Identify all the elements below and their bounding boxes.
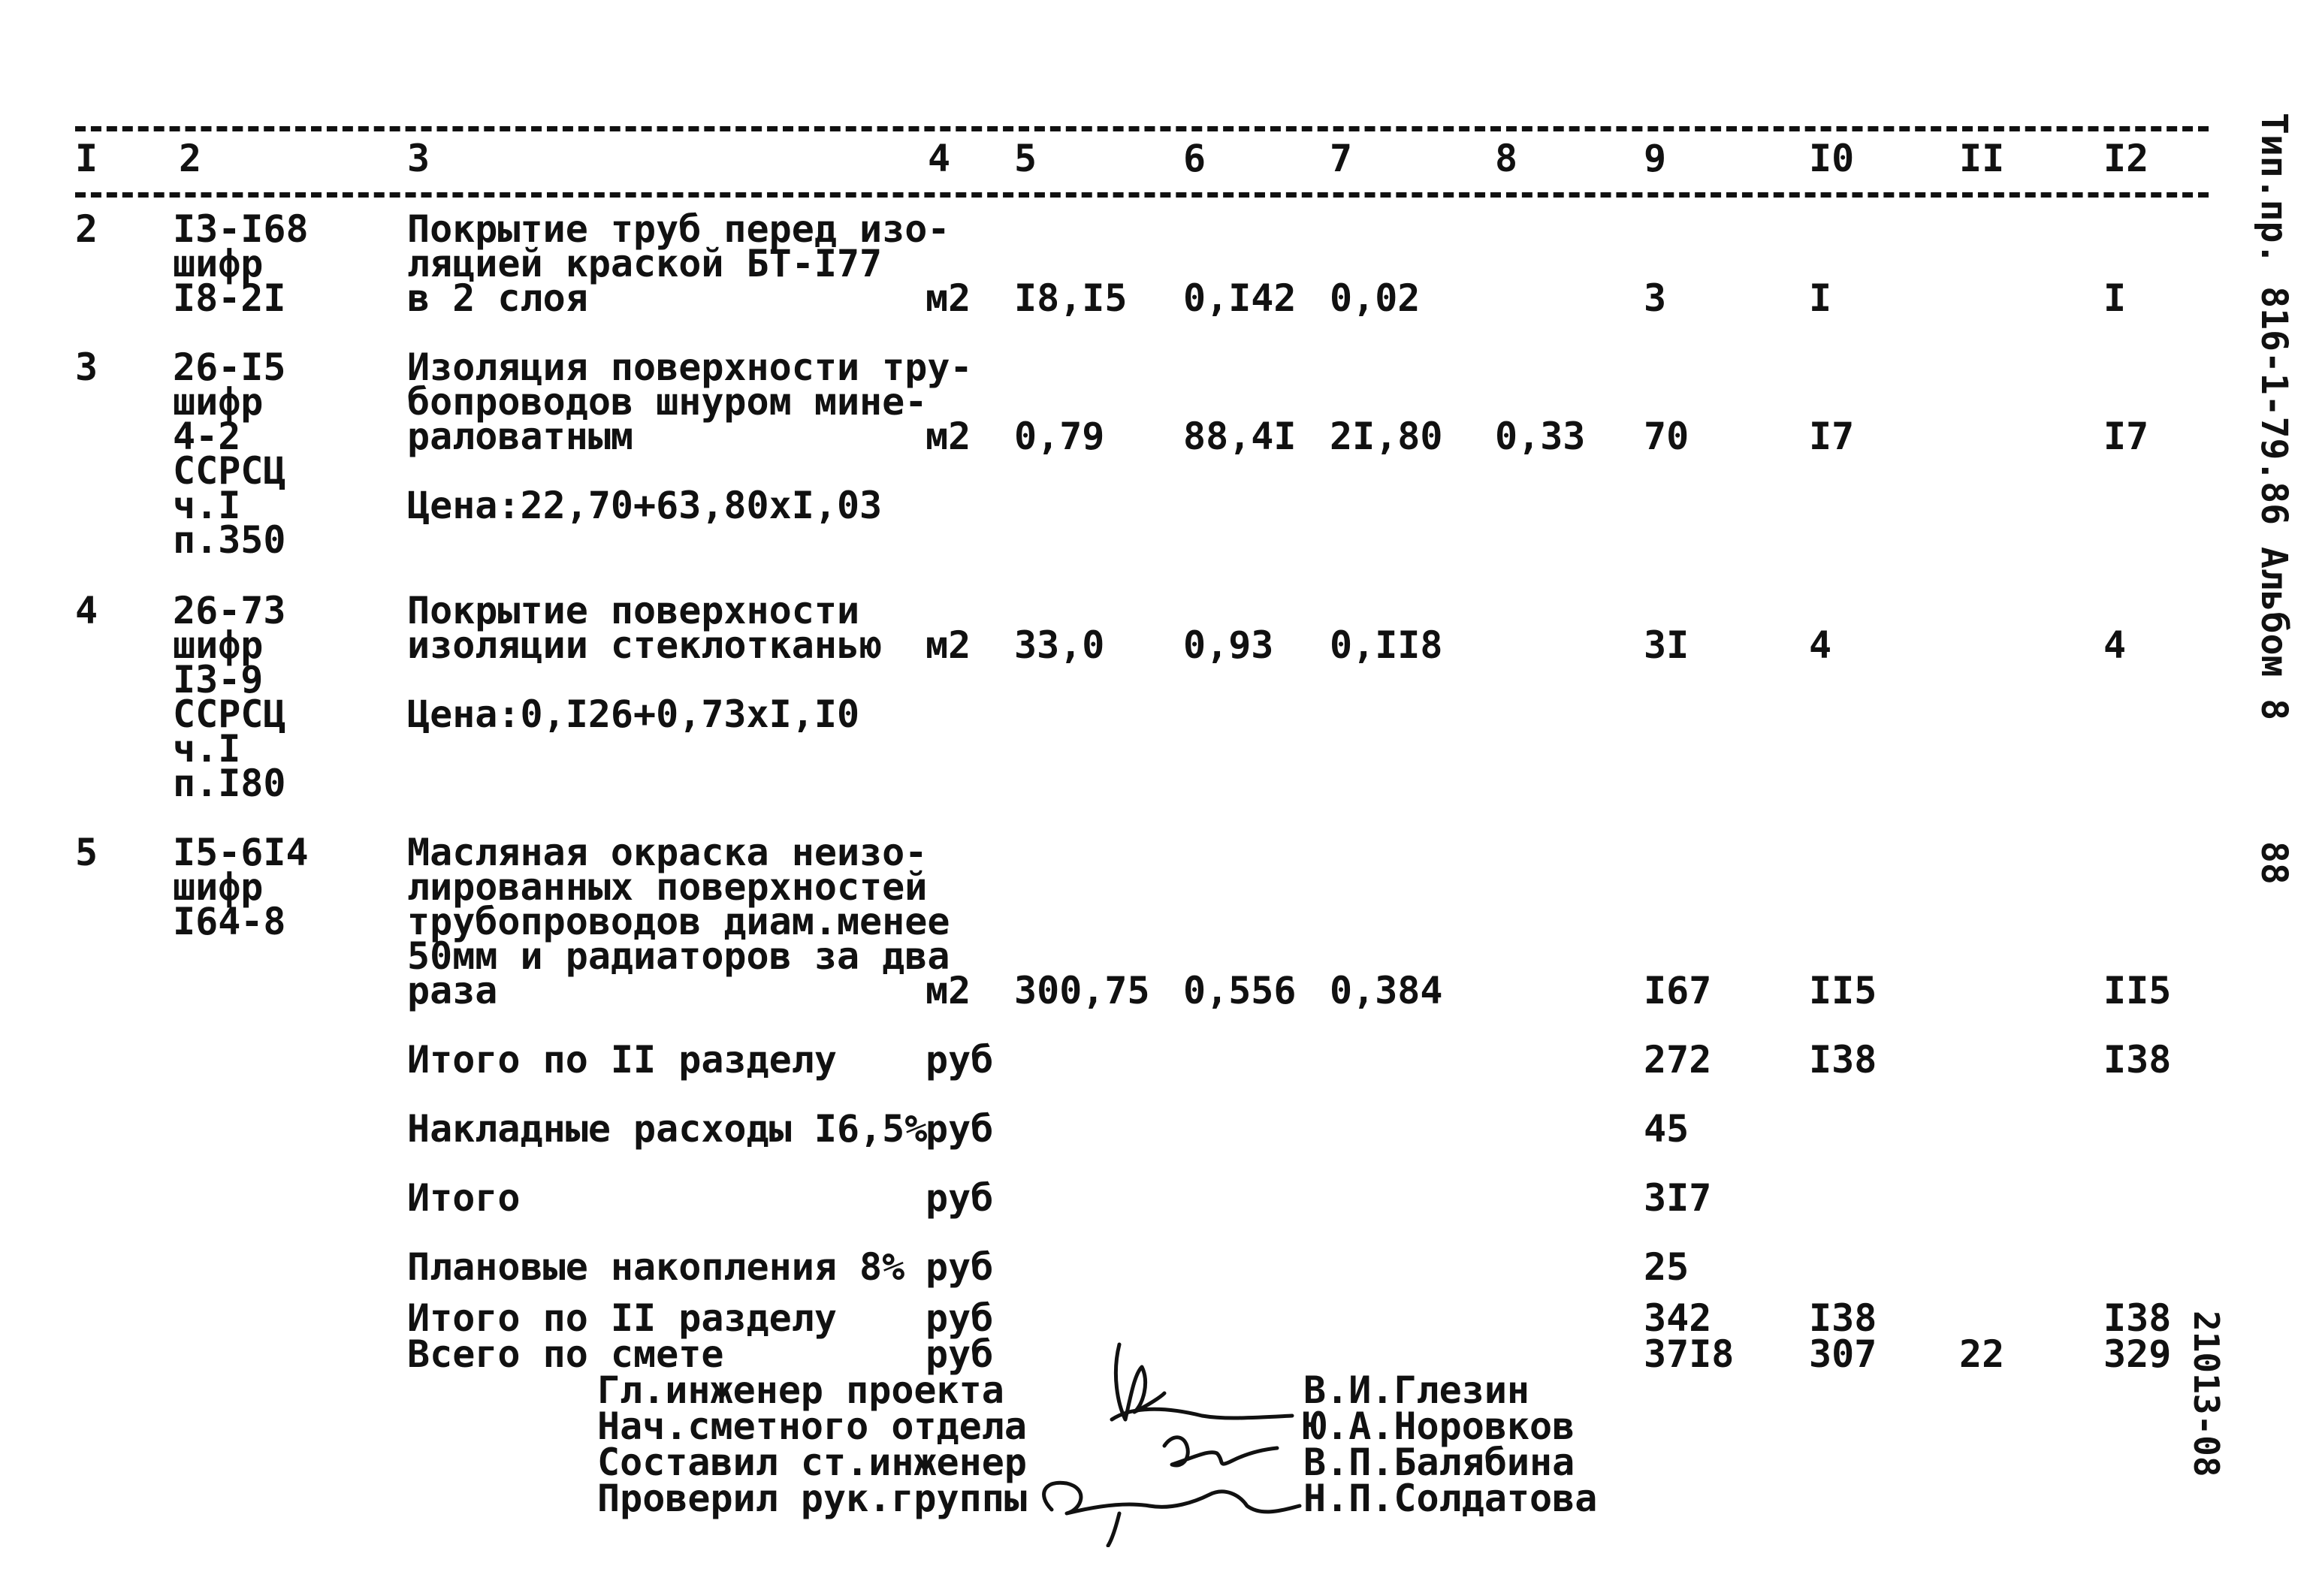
totals-label: Всего по смете [407, 1332, 724, 1376]
archive-number: 21013-08 [2186, 1311, 2227, 1477]
total-cost: 272 [1644, 1038, 1712, 1082]
unit-wage: 0,II8 [1330, 623, 1443, 667]
unit: руб [926, 1332, 994, 1376]
rate-code: 26-73 [173, 589, 286, 632]
total-cost: 25 [1644, 1245, 1689, 1289]
work-description: раловатным [407, 415, 634, 458]
work-description: в 2 слоя [407, 276, 588, 320]
signature-stroke [1112, 1409, 1292, 1420]
total-wage: II5 [1809, 969, 1877, 1012]
unit-wage: 0,02 [1330, 276, 1421, 320]
rate-code: ССРСЦ [173, 449, 286, 493]
work-description: бопроводов шнуром мине- [407, 380, 928, 424]
work-description: раза [407, 969, 498, 1012]
rate-code: I8-2I [173, 276, 286, 320]
total-cost: 3I7 [1644, 1176, 1712, 1220]
column-header: I [75, 137, 98, 180]
work-description: ляцией краской БТ-I77 [407, 242, 883, 285]
unit-price: 0,I42 [1183, 276, 1297, 320]
unit-price: 88,4I [1183, 415, 1297, 458]
rate-code: шифр [173, 623, 264, 667]
signature-stroke [1164, 1438, 1277, 1465]
total-machine: 22 [1959, 1332, 2005, 1376]
rate-code: 4-2 [173, 415, 241, 458]
total-col12: I [2103, 276, 2127, 320]
total-cost: 37I8 [1644, 1332, 1735, 1376]
total-cost: 70 [1644, 415, 1689, 458]
signatory-name: В.П.Балябина [1303, 1441, 1575, 1484]
column-header: 2 [179, 137, 202, 180]
total-cost: 342 [1644, 1296, 1712, 1340]
totals-label: Плановые накопления 8% [407, 1245, 905, 1289]
unit: руб [926, 1245, 994, 1289]
total-wage: I7 [1809, 415, 1855, 458]
rate-code: I3-9 [173, 658, 264, 701]
row-number: 3 [75, 345, 98, 389]
rate-code: ч.I [173, 484, 241, 527]
work-description: трубопроводов диам.менее [407, 900, 950, 943]
column-header: 4 [928, 137, 951, 180]
total-wage: 307 [1809, 1332, 1877, 1376]
unit: м2 [926, 623, 971, 667]
quantity: I8,I5 [1014, 276, 1128, 320]
rate-code: шифр [173, 380, 264, 424]
unit: м2 [926, 969, 971, 1012]
column-header: 8 [1495, 137, 1518, 180]
signature-stroke [1044, 1483, 1300, 1513]
header-top-rule [75, 126, 2209, 131]
unit-wage: 0,384 [1330, 969, 1443, 1012]
signatory-name: В.И.Глезин [1303, 1368, 1530, 1412]
totals-label: Итого по II разделу [407, 1038, 837, 1082]
page-number: 88 [2253, 841, 2295, 885]
work-description: Покрытие поверхности [407, 589, 860, 632]
price-formula: Цена:0,I26+0,73хI,I0 [407, 692, 860, 736]
work-description: Покрытие труб перед изо- [407, 207, 950, 251]
handwritten-signatures [1022, 1322, 1307, 1547]
total-col12: I38 [2103, 1296, 2172, 1340]
totals-label: Итого по II разделу [407, 1296, 837, 1340]
total-cost: 3 [1644, 276, 1667, 320]
row-number: 2 [75, 207, 98, 251]
signatory-role: Гл.инженер проекта [597, 1368, 1004, 1412]
signature-stroke [1108, 1513, 1119, 1546]
total-col12: 4 [2103, 623, 2127, 667]
totals-label: Итого [407, 1176, 521, 1220]
rate-code: ССРСЦ [173, 692, 286, 736]
quantity: 0,79 [1014, 415, 1105, 458]
rate-code: шифр [173, 865, 264, 909]
rate-code: I64-8 [173, 900, 286, 943]
column-header: 5 [1014, 137, 1037, 180]
unit: руб [926, 1107, 994, 1151]
work-description: лированных поверхностей [407, 865, 928, 909]
header-bottom-rule [75, 192, 2209, 198]
row-number: 4 [75, 589, 98, 632]
total-wage: I38 [1809, 1038, 1877, 1082]
signatory-name: Ю.А.Норовков [1303, 1404, 1575, 1448]
signatory-role: Нач.сметного отдела [597, 1404, 1027, 1448]
row-number: 5 [75, 831, 98, 874]
column-header: II [1959, 137, 2005, 180]
quantity: 33,0 [1014, 623, 1105, 667]
total-cost: 3I [1644, 623, 1689, 667]
column-header: 3 [407, 137, 430, 180]
signatory-name: Н.П.Солдатова [1303, 1477, 1598, 1520]
work-description: Масляная окраска неизо- [407, 831, 928, 874]
column-header: 6 [1183, 137, 1206, 180]
rate-code: I5-6I4 [173, 831, 309, 874]
total-wage: I [1809, 276, 1832, 320]
rate-code: ч.I [173, 727, 241, 771]
rate-code: I3-I68 [173, 207, 309, 251]
unit-wage: 2I,80 [1330, 415, 1443, 458]
total-wage: I38 [1809, 1296, 1877, 1340]
column-header: I0 [1809, 137, 1855, 180]
work-description: изоляции стеклотканью [407, 623, 883, 667]
total-col12: 329 [2103, 1332, 2172, 1376]
total-cost: 45 [1644, 1107, 1689, 1151]
column-header: I2 [2103, 137, 2149, 180]
total-wage: 4 [1809, 623, 1832, 667]
project-reference: Тип.пр. 816-1-79.86 Альбом 8 [2253, 113, 2295, 721]
unit: м2 [926, 276, 971, 320]
signatory-role: Проверил рук.группы [597, 1477, 1027, 1520]
total-col12: I38 [2103, 1038, 2172, 1082]
rate-code: 26-I5 [173, 345, 286, 389]
unit-machine: 0,33 [1495, 415, 1586, 458]
rate-code: п.350 [173, 518, 286, 562]
unit: руб [926, 1296, 994, 1340]
rate-code: п.I80 [173, 762, 286, 805]
unit-price: 0,93 [1183, 623, 1274, 667]
unit-price: 0,556 [1183, 969, 1297, 1012]
work-description: Изоляция поверхности тру- [407, 345, 973, 389]
unit: руб [926, 1038, 994, 1082]
column-header: 7 [1330, 137, 1353, 180]
price-formula: Цена:22,70+63,80хI,03 [407, 484, 883, 527]
rate-code: шифр [173, 242, 264, 285]
total-cost: I67 [1644, 969, 1712, 1012]
signatory-role: Составил ст.инженер [597, 1441, 1027, 1484]
total-col12: I7 [2103, 415, 2149, 458]
quantity: 300,75 [1014, 969, 1150, 1012]
work-description: 50мм и радиаторов за два [407, 934, 950, 978]
column-header: 9 [1644, 137, 1667, 180]
total-col12: II5 [2103, 969, 2172, 1012]
unit: м2 [926, 415, 971, 458]
totals-label: Накладные расходы I6,5% [407, 1107, 928, 1151]
unit: руб [926, 1176, 994, 1220]
